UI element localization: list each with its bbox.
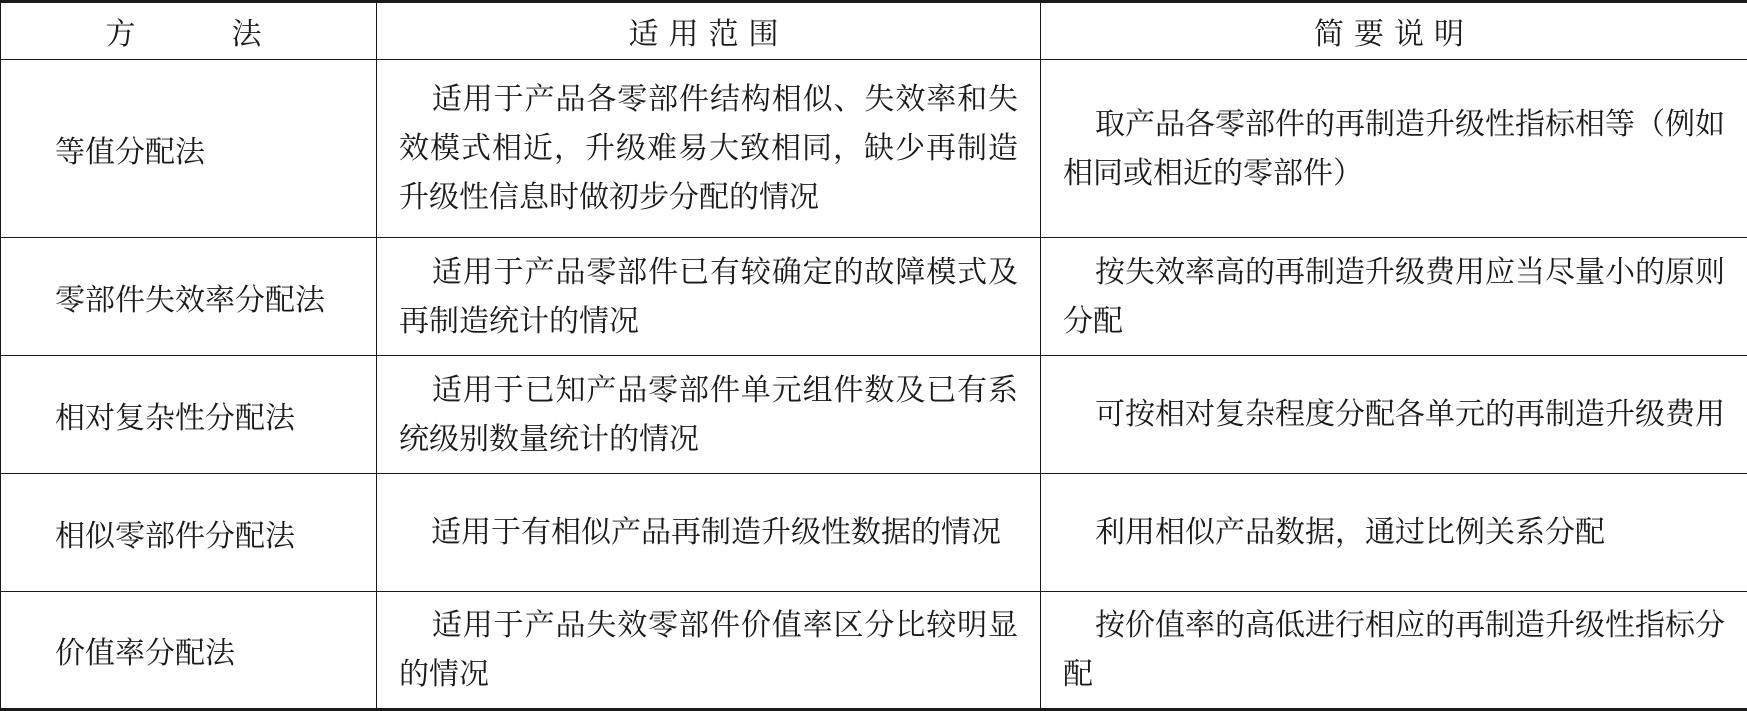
note-text: 按失效率高的再制造升级费用应当尽量小的原则分配 — [1063, 254, 1725, 339]
note-text: 按价值率的高低进行相应的再制造升级性指标分配 — [1063, 608, 1725, 692]
scope-text: 适用于产品零部件已有较确定的故障模式及再制造统计的情况 — [399, 254, 1018, 339]
note-cell — [1041, 474, 1747, 592]
note-text: 利用相似产品数据，通过比例关系分配 — [1095, 515, 1605, 550]
note-cell — [1041, 356, 1747, 474]
note-cell — [1041, 592, 1747, 710]
table-row — [1, 356, 1747, 474]
method-cell: 零部件失效率分配法 — [1, 238, 377, 356]
table-header-row — [1, 2, 1747, 60]
note-text: 取产品各零部件的再制造升级性指标相等（例如相同或相近的零部件） — [1063, 106, 1725, 191]
table-row — [1, 592, 1747, 710]
table-row — [1, 474, 1747, 592]
table-row — [1, 238, 1747, 356]
header-method-char-2: 法 — [231, 17, 272, 52]
scope-cell — [377, 474, 1041, 592]
scope-cell — [377, 592, 1041, 710]
note-cell — [1041, 238, 1747, 356]
scope-text: 适用于产品各零部件结构相似、失效率和失效模式相近，升级难易大致相同，缺少再制造升级性信息时做初步分配的情况 — [399, 82, 1018, 215]
scope-text: 适用于已知产品零部件单元组件数及已有系统级别数量统计的情况 — [399, 372, 1018, 457]
scope-text: 适用于有相似产品再制造升级性数据的情况 — [431, 515, 1001, 550]
note-text: 可按相对复杂程度分配各单元的再制造升级费用 — [1095, 397, 1725, 432]
header-method — [1, 2, 377, 60]
scope-cell — [377, 356, 1041, 474]
method-cell: 相对复杂性分配法 — [1, 356, 377, 474]
method-cell: 相似零部件分配法 — [1, 474, 377, 592]
method-cell: 等值分配法 — [1, 60, 377, 238]
scope-cell — [377, 238, 1041, 356]
note-cell — [1041, 60, 1747, 238]
header-scope: 适用范围 — [377, 2, 1041, 60]
header-note: 简要说明 — [1041, 2, 1747, 60]
scope-text: 适用于产品失效零部件价值率区分比较明显的情况 — [399, 608, 1018, 692]
header-method-char-1: 方 — [105, 17, 146, 52]
method-cell: 价值率分配法 — [1, 592, 377, 710]
scope-cell — [377, 60, 1041, 238]
table-row — [1, 60, 1747, 238]
